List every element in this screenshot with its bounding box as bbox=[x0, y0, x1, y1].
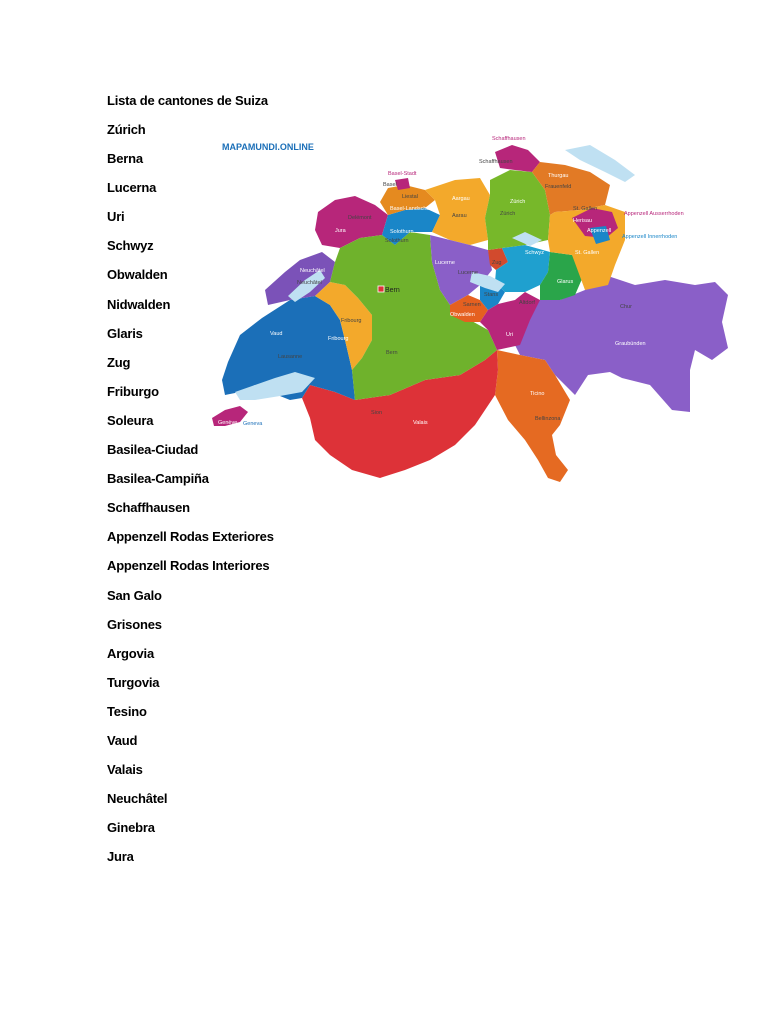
label-geneva: Geneva bbox=[243, 421, 263, 427]
city-sarnen: Sarnen bbox=[463, 302, 481, 308]
list-item: Friburgo bbox=[107, 383, 159, 399]
list-item: San Galo bbox=[107, 587, 162, 603]
label-obwalden: Obwalden bbox=[450, 312, 475, 318]
label-appenzell-ar: Appenzell Ausserrhoden bbox=[624, 211, 684, 217]
label-basel-landschaft: Basel-Landschaft bbox=[390, 206, 433, 212]
city-st-gallen: St. Gallen bbox=[573, 206, 598, 212]
capital-marker-bern bbox=[378, 286, 384, 292]
label-schaffhausen: Schaffhausen bbox=[492, 136, 526, 142]
list-item: Nidwalden bbox=[107, 296, 171, 312]
list-item: Grisones bbox=[107, 616, 162, 632]
list-item: Uri bbox=[107, 209, 125, 225]
city-lucerne: Lucerne bbox=[458, 270, 478, 276]
city-lausanne: Lausanne bbox=[278, 354, 303, 360]
label-vaud: Vaud bbox=[270, 331, 283, 337]
city-zurich: Zürich bbox=[500, 211, 516, 217]
switzerland-map bbox=[208, 130, 732, 488]
label-fribourg: Fribourg bbox=[328, 336, 349, 342]
city-neuchatel: Neuchâtel bbox=[297, 280, 322, 286]
label-ticino: Ticino bbox=[530, 391, 545, 397]
city-frauenfeld: Frauenfeld bbox=[545, 184, 572, 190]
city-stans: Stans bbox=[484, 292, 499, 298]
region-aargau bbox=[425, 178, 490, 245]
label-bern: Bern bbox=[385, 287, 400, 294]
city-basel: Basel bbox=[383, 182, 397, 188]
list-item: Obwalden bbox=[107, 267, 168, 283]
list-item: Neuchâtel bbox=[107, 791, 168, 807]
list-item: Appenzell Rodas Interiores bbox=[107, 558, 270, 574]
city-bern: Bern bbox=[386, 350, 398, 356]
list-item: Zug bbox=[107, 354, 131, 370]
label-basel-stadt: Basel-Stadt bbox=[388, 171, 417, 177]
label-appenzell-ir: Appenzell Innerrhoden bbox=[622, 234, 678, 240]
city-geneve: Genève bbox=[218, 420, 238, 426]
list-item: Jura bbox=[107, 849, 134, 865]
list-item: Soleura bbox=[107, 412, 154, 428]
city-liestal: Liestal bbox=[402, 194, 418, 200]
city-chur: Chur bbox=[620, 304, 632, 310]
city-appenzell: Appenzell bbox=[587, 228, 612, 234]
list-item: Turgovia bbox=[107, 674, 160, 690]
city-bellinzona: Bellinzona bbox=[535, 416, 561, 422]
label-aargau: Aargau bbox=[452, 196, 470, 202]
city-altdorf: Altdorf bbox=[519, 300, 535, 306]
city-schaffhausen: Schaffhausen bbox=[479, 159, 513, 165]
label-st-gallen: St. Gallen bbox=[575, 250, 600, 256]
city-solothurn: Solothurn bbox=[385, 238, 409, 244]
city-zug: Zug bbox=[492, 260, 502, 266]
capital-markers bbox=[378, 286, 384, 292]
city-delemont: Delémont bbox=[348, 215, 372, 221]
label-lucerne: Lucerne bbox=[435, 260, 455, 266]
label-neuchatel: Neuchâtel bbox=[300, 268, 325, 274]
list-item: Lucerna bbox=[107, 180, 157, 196]
label-schwyz: Schwyz bbox=[525, 250, 544, 256]
city-sion: Sion bbox=[371, 410, 383, 416]
list-item: Ginebra bbox=[107, 820, 155, 836]
city-glarus: Glarus bbox=[557, 279, 574, 285]
list-item: Basilea-Campiña bbox=[107, 471, 209, 487]
label-valais: Valais bbox=[413, 420, 428, 426]
list-item: Schwyz bbox=[107, 238, 154, 254]
document-title: Lista de cantones de Suiza bbox=[107, 93, 268, 108]
city-fribourg: Fribourg bbox=[341, 318, 362, 324]
city-herisau: Herisau bbox=[573, 218, 592, 224]
label-thurgau: Thurgau bbox=[548, 173, 569, 179]
label-solothurn: Solothurn bbox=[390, 229, 414, 235]
label-graubunden: Graubünden bbox=[615, 341, 646, 347]
list-item: Glaris bbox=[107, 325, 143, 341]
list-item: Schaffhausen bbox=[107, 500, 190, 516]
label-jura: Jura bbox=[335, 228, 346, 234]
list-item: Valais bbox=[107, 762, 143, 778]
map-brand: MAPAMUNDI.ONLINE bbox=[222, 142, 314, 152]
list-item: Argovia bbox=[107, 645, 155, 661]
list-item: Appenzell Rodas Exteriores bbox=[107, 529, 274, 545]
label-zurich: Zürich bbox=[510, 199, 526, 205]
list-item: Zúrich bbox=[107, 122, 146, 137]
city-aarau: Aarau bbox=[452, 213, 467, 219]
list-item: Vaud bbox=[107, 732, 138, 748]
label-uri: Uri bbox=[506, 332, 514, 338]
list-item: Basilea-Ciudad bbox=[107, 442, 199, 458]
list-item: Berna bbox=[107, 151, 143, 167]
list-item: Tesino bbox=[107, 703, 147, 719]
